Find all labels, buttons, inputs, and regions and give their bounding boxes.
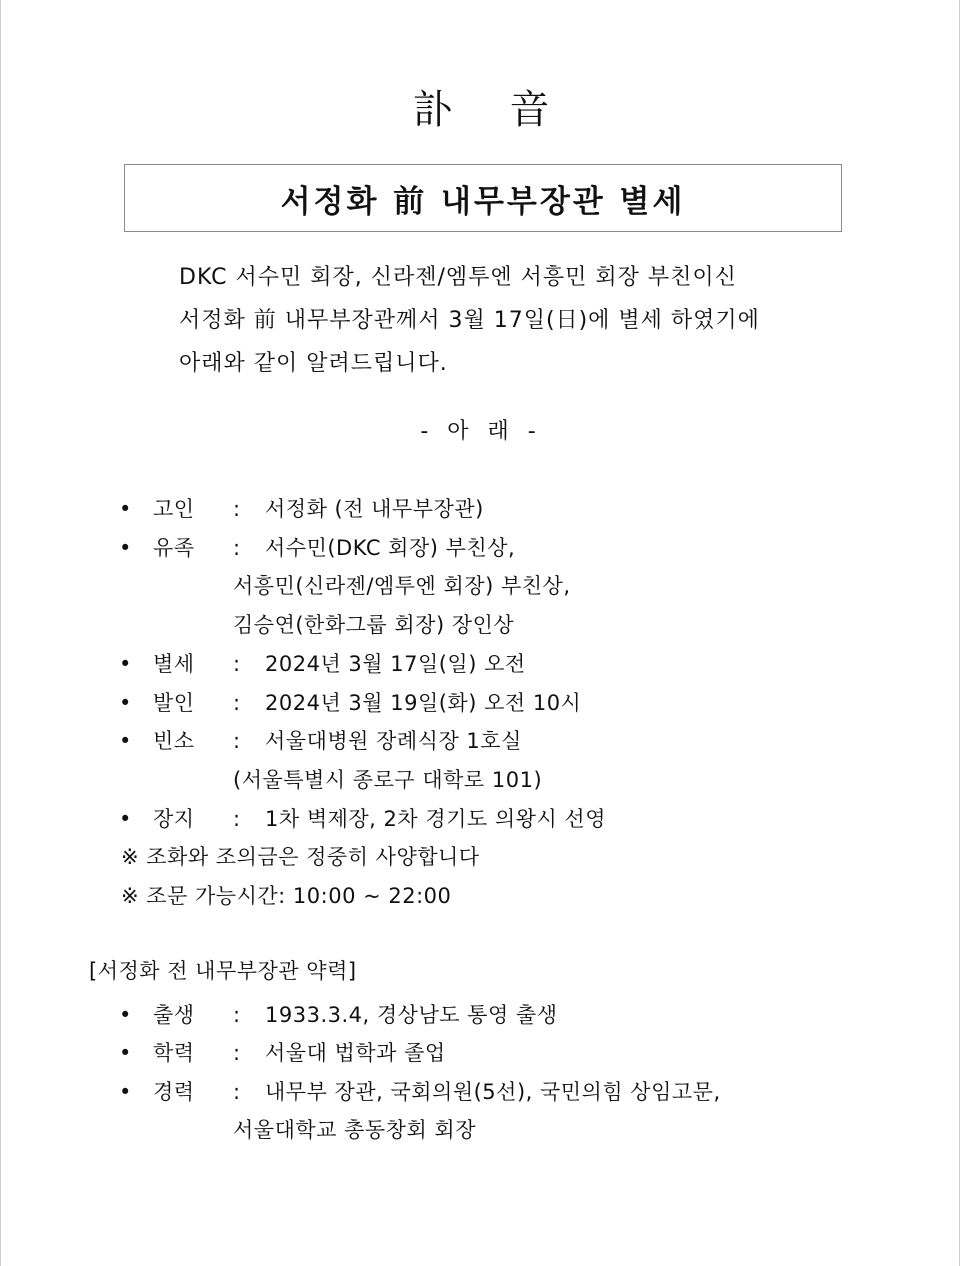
- item-value: 1933.3.4, 경상남도 통영 출생: [265, 1003, 558, 1027]
- headline: 서정화 前 내무부장관 별세: [280, 183, 686, 220]
- item-label: 별세: [153, 651, 195, 676]
- career-section-title: [서정화 전 내무부장관 약력]: [89, 959, 357, 983]
- bullet-icon: •: [119, 535, 132, 560]
- item-continuation: 김승연(한화그룹 회장) 장인상: [233, 613, 515, 638]
- item-value: 1차 벽제장, 2차 경기도 의왕시 선영: [265, 806, 606, 831]
- list-item-experience: [119, 1073, 919, 1111]
- item-label: 유족: [153, 535, 195, 560]
- bullet-icon: •: [119, 729, 132, 754]
- bullet-icon: •: [119, 690, 132, 715]
- item-colon: :: [233, 806, 241, 831]
- item-colon: :: [233, 1041, 241, 1066]
- item-value: 2024년 3월 17일(일) 오전: [265, 651, 526, 676]
- list-item-burial: [119, 800, 899, 839]
- item-continuation: 서흥민(신라젠/엠투엔 회장) 부친상,: [233, 574, 571, 599]
- career-list: [119, 996, 919, 1149]
- bullet-icon: •: [119, 651, 132, 676]
- item-continuation: (서울특별시 종로구 대학로 101): [233, 767, 543, 792]
- item-colon: :: [233, 1079, 241, 1104]
- list-item-family: [119, 529, 899, 568]
- intro-line: DKC 서수민 회장, 신라젠/엠투엔 서흥민 회장 부친이신: [179, 265, 737, 290]
- intro-paragraph: [179, 256, 879, 385]
- item-label: 경력: [153, 1079, 195, 1104]
- item-label: 고인: [153, 497, 195, 521]
- list-item-birth: [119, 996, 919, 1034]
- item-colon: :: [233, 690, 241, 715]
- item-value: 서정화 (전 내무부장관): [265, 497, 484, 521]
- item-label: 빈소: [153, 729, 195, 754]
- list-item-funeral-hall: [119, 722, 899, 761]
- item-label: 장지: [153, 806, 195, 831]
- item-colon: :: [233, 1003, 241, 1027]
- list-item-education: [119, 1034, 919, 1072]
- page-title: 訃 音: [412, 87, 572, 133]
- bullet-icon: •: [119, 1041, 132, 1066]
- item-colon: :: [233, 651, 241, 676]
- item-colon: :: [233, 497, 241, 521]
- list-item-departure: [119, 684, 899, 723]
- item-continuation: 서울대학교 총동창회 회장: [233, 1117, 476, 1142]
- item-label: 학력: [153, 1041, 195, 1066]
- item-colon: :: [233, 535, 241, 560]
- item-label: 출생: [153, 1003, 195, 1027]
- list-item-deceased: [119, 490, 899, 529]
- bullet-icon: •: [119, 1079, 132, 1104]
- headline-box: [124, 164, 842, 232]
- item-value: 서울대 법학과 졸업: [265, 1041, 446, 1066]
- bullet-icon: •: [119, 806, 132, 831]
- item-colon: :: [233, 729, 241, 754]
- bullet-icon: •: [119, 497, 132, 521]
- section-divider: - 아 래 -: [420, 419, 542, 444]
- note-line: ※ 조화와 조의금은 정중히 사양합니다: [121, 845, 480, 870]
- note-line: ※ 조문 가능시간: 10:00 ~ 22:00: [121, 884, 452, 909]
- item-value: 서수민(DKC 회장) 부친상,: [265, 535, 516, 560]
- bullet-icon: •: [119, 1003, 132, 1027]
- intro-line: 아래와 같이 알려드립니다.: [179, 351, 448, 376]
- details-list: [119, 490, 899, 916]
- intro-line: 서정화 前 내무부장관께서 3월 17일(日)에 별세 하였기에: [179, 308, 760, 333]
- item-value: 서울대병원 장례식장 1호실: [265, 729, 522, 754]
- item-value: 2024년 3월 19일(화) 오전 10시: [265, 690, 582, 715]
- list-item-death: [119, 645, 899, 684]
- item-value: 내무부 장관, 국회의원(5선), 국민의힘 상임고문,: [265, 1079, 721, 1104]
- item-label: 발인: [153, 690, 195, 715]
